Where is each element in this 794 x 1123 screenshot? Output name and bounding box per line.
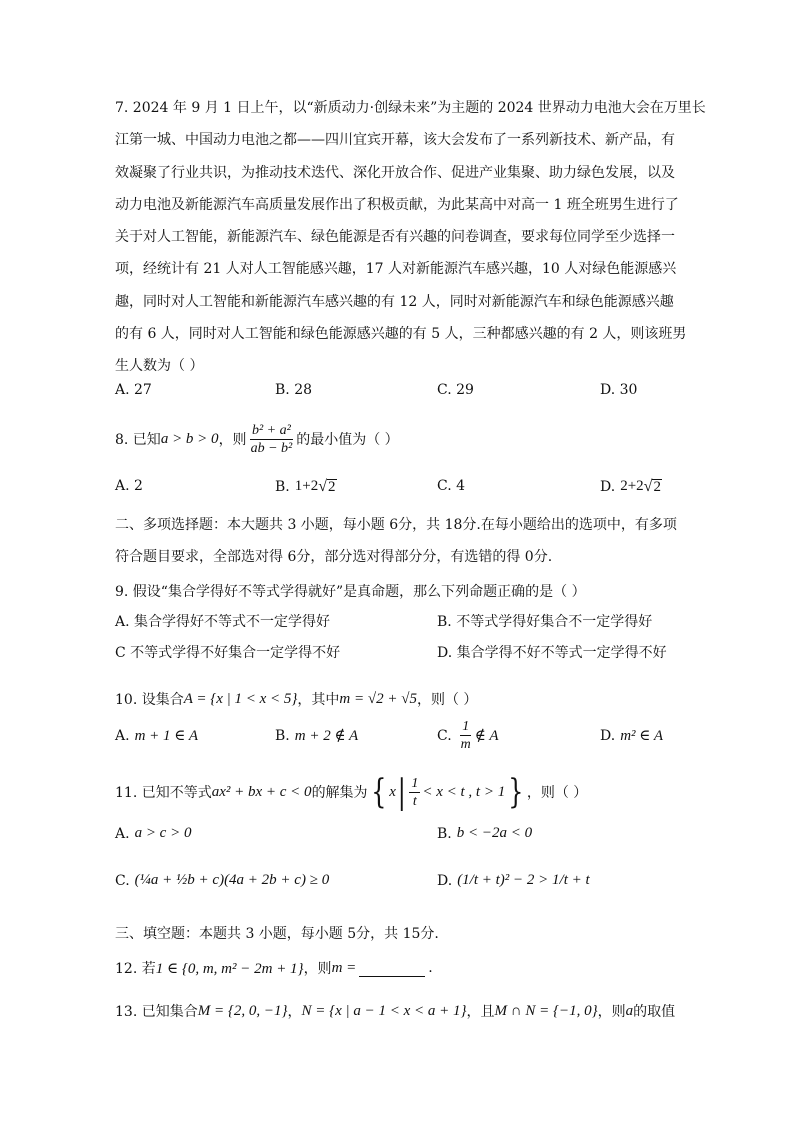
q8-option-a: A. 2: [115, 478, 143, 494]
q11-set-denominator: t: [412, 793, 417, 809]
sqrt-symbol: √ 2: [318, 477, 336, 495]
q9-option-c: C 不等式学得不好集合一定学得不好: [115, 645, 341, 661]
q12-mid: ，则: [303, 961, 332, 977]
q12-variable: m =: [331, 959, 357, 976]
q10-option-c: [437, 718, 499, 753]
q8-option-d: [600, 478, 662, 495]
q12-expression: 1 ∈ {0, m, m² − 2m + 1}: [155, 960, 304, 977]
q11-suffix: ，则（ ）: [526, 785, 588, 801]
q7-line: 动力电池及新能源汽车高质量发展作出了积极贡献，为此某高中对高一 1 班全班男生进行了: [115, 196, 679, 213]
q7-line: 江第一城、中国动力电池之都——四川宜宾开幕，该大会发布了一系列新技术、新产品，有: [115, 132, 675, 149]
q10-option-c-fraction: [459, 718, 473, 753]
q7-line: 7. 2024 年 9 月 1 日上午，以“新质动力·创绿未来”为主题的 2024 世界动力电池大会在万里长: [115, 100, 706, 116]
q7-line: 生人数为（ ）: [115, 358, 204, 375]
q8-fraction: [249, 422, 295, 457]
q8-option-b: [275, 478, 337, 495]
q13-separator: ，: [287, 1004, 302, 1020]
q10-option-b: [275, 726, 358, 745]
section-2-heading: [115, 509, 678, 574]
q12-prefix: 12. 若: [115, 961, 156, 977]
q10-mid: ，其中: [297, 692, 340, 708]
q8-option-d-label: D.: [600, 478, 616, 495]
q13-a-variable: a: [625, 1002, 634, 1019]
q8-fraction-denominator: ab − b²: [250, 440, 293, 456]
q11-set-condition: < x < t , t > 1: [422, 783, 506, 800]
q8-option-d-radicand: 2: [653, 478, 661, 495]
q7-option-b: B. 28: [275, 382, 313, 398]
q11-option-d: [437, 872, 590, 889]
q11-prefix: 11. 已知不等式: [115, 785, 212, 801]
q7-line: 效凝聚了行业共识，为推动技术迭代、深化开放合作、促进产业集聚、助力绿色发展，以及: [115, 164, 675, 181]
q10-option-c-label: C.: [437, 727, 452, 744]
section-2-line: 符合题目要求，全部选对得 6分，部分选对得部分分，有选错的得 0分.: [115, 549, 553, 566]
q8-option-b-label: B.: [275, 478, 290, 495]
q11-option-c: [115, 872, 329, 889]
q7-line: 关于对人工智能，新能源汽车、绿色能源是否有兴趣的问卷调查，要求每位同学至少选择一: [115, 229, 675, 246]
question-10: [115, 684, 477, 714]
q10-option-d-expr: m² ∈ A: [620, 728, 664, 744]
q9-option-a: A. 集合学得好不等式不一定学得好: [115, 614, 331, 630]
q11-set-fraction: [409, 775, 420, 810]
set-bar-symbol: |: [397, 772, 406, 812]
answer-blank[interactable]: [359, 960, 425, 977]
q8-mid: ，则: [218, 432, 247, 448]
question-9: [115, 578, 586, 604]
q13-set-n: N = {x | a − 1 < x < a + 1}: [301, 1002, 467, 1019]
q11-option-a: [115, 825, 191, 842]
q10-option-c-numerator: 1: [462, 719, 470, 734]
q9-options-row-1: [115, 611, 685, 641]
q10-m-definition: m = √2 + √5: [339, 690, 417, 707]
q11-options-row-2: [115, 868, 685, 904]
q10-option-d: [600, 726, 663, 745]
q11-option-a-expr: a > c > 0: [134, 825, 192, 841]
q10-set: A = {x | 1 < x < 5}: [183, 690, 298, 707]
section-2-line: 二、多项选择题：本大题共 3 小题，每小题 6分，共 18分.在每小题给出的选项中，有多项: [115, 517, 677, 533]
q7-line: 的有 6 人，同时对人工智能和绿色能源感兴趣的有 5 人，三种都感兴趣的有 2 人，则该班男: [115, 326, 687, 343]
q10-option-c-expr: ∉ A: [474, 728, 499, 744]
q7-option-c: C. 29: [437, 382, 474, 398]
q13-mid: ，且: [466, 1004, 495, 1020]
q10-option-a-label: A.: [115, 727, 130, 744]
q8-option-b-radicand: 2: [328, 478, 336, 495]
q11-option-a-label: A.: [115, 825, 130, 842]
sqrt-symbol: √ 2: [643, 477, 661, 495]
q9-option-b: B. 不等式学得好集合不一定学得好: [437, 614, 653, 630]
q8-option-c: C. 4: [437, 478, 466, 494]
q9-stem: 9. 假设“集合学得好不等式学得就好”是真命题，那么下列命题正确的是（ ）: [115, 584, 586, 600]
q8-condition: a > b > 0: [160, 430, 219, 447]
q13-suffix: ，则: [597, 1004, 626, 1020]
q8-fraction-numerator: b² + a²: [251, 422, 291, 438]
q7-line: 项，经统计有 21 人对人工智能感兴趣，17 人对新能源汽车感兴趣，10 人对绿色能源感兴: [115, 261, 677, 278]
q10-option-c-denominator: m: [460, 737, 471, 752]
q8-suffix: 的最小值为（ ）: [296, 432, 399, 448]
right-brace-symbol: }: [508, 772, 524, 812]
q11-option-b-expr: b < −2a < 0: [456, 825, 533, 841]
q10-prefix: 10. 设集合: [115, 692, 184, 708]
q9-options-row-2: [115, 642, 685, 672]
q8-prefix: 8. 已知: [115, 432, 161, 448]
q11-option-c-expr: (¼a + ½b + c)(4a + 2b + c) ≥ 0: [134, 872, 330, 888]
q10-option-d-label: D.: [600, 727, 616, 744]
left-brace-symbol: {: [370, 772, 386, 812]
q7-options: [115, 382, 685, 412]
q10-option-b-expr: m + 2 ∉ A: [294, 728, 359, 744]
q11-option-d-expr: (1/t + t)² − 2 > 1/t + t: [457, 872, 590, 888]
q11-option-b: [437, 825, 532, 842]
q10-option-a: [115, 726, 198, 745]
q11-options-row-1: [115, 825, 685, 855]
q7-option-d: D. 30: [600, 382, 638, 398]
q10-options: [115, 719, 685, 766]
q7-line: 趣，同时对人工智能和新能源汽车感兴趣的有 12 人，同时对新能源汽车和绿色能源感兴趣: [115, 293, 674, 310]
question-12: [115, 953, 433, 983]
q11-option-c-label: C.: [115, 872, 130, 889]
q8-options: [115, 478, 685, 508]
q10-suffix: ，则（ ）: [416, 692, 478, 708]
q10-option-a-expr: m + 1 ∈ A: [134, 728, 199, 744]
section-3-heading: [115, 920, 439, 946]
question-8: [115, 418, 399, 460]
q12-suffix: .: [428, 960, 433, 976]
q11-inequality: ax² + bx + c < 0: [211, 783, 312, 800]
q13-set-m: M = {2, 0, −1}: [197, 1002, 288, 1019]
q8-option-b-term: 1+2: [294, 478, 319, 494]
q11-option-d-label: D.: [437, 872, 453, 889]
question-7: [115, 92, 706, 383]
question-13: [115, 996, 675, 1026]
q7-option-a: A. 27: [115, 382, 152, 398]
q11-mid: 的解集为: [311, 785, 368, 801]
q9-option-d: D. 集合学得不好不等式一定学得不好: [437, 645, 667, 661]
q10-option-b-label: B.: [275, 727, 290, 744]
q11-set-var: x: [389, 783, 396, 800]
q11-option-b-label: B.: [437, 825, 452, 842]
q13-intersection: M ∩ N = {−1, 0}: [494, 1002, 598, 1019]
q11-set-numerator: 1: [411, 775, 419, 791]
q13-prefix: 13. 已知集合: [115, 1004, 198, 1020]
q8-option-d-term: 2+2: [620, 478, 644, 494]
section-3-line: 三、填空题：本题共 3 小题，每小题 5分，共 15分.: [115, 926, 439, 942]
q13-tail: 的取值: [633, 1004, 676, 1020]
question-11: [115, 770, 587, 814]
